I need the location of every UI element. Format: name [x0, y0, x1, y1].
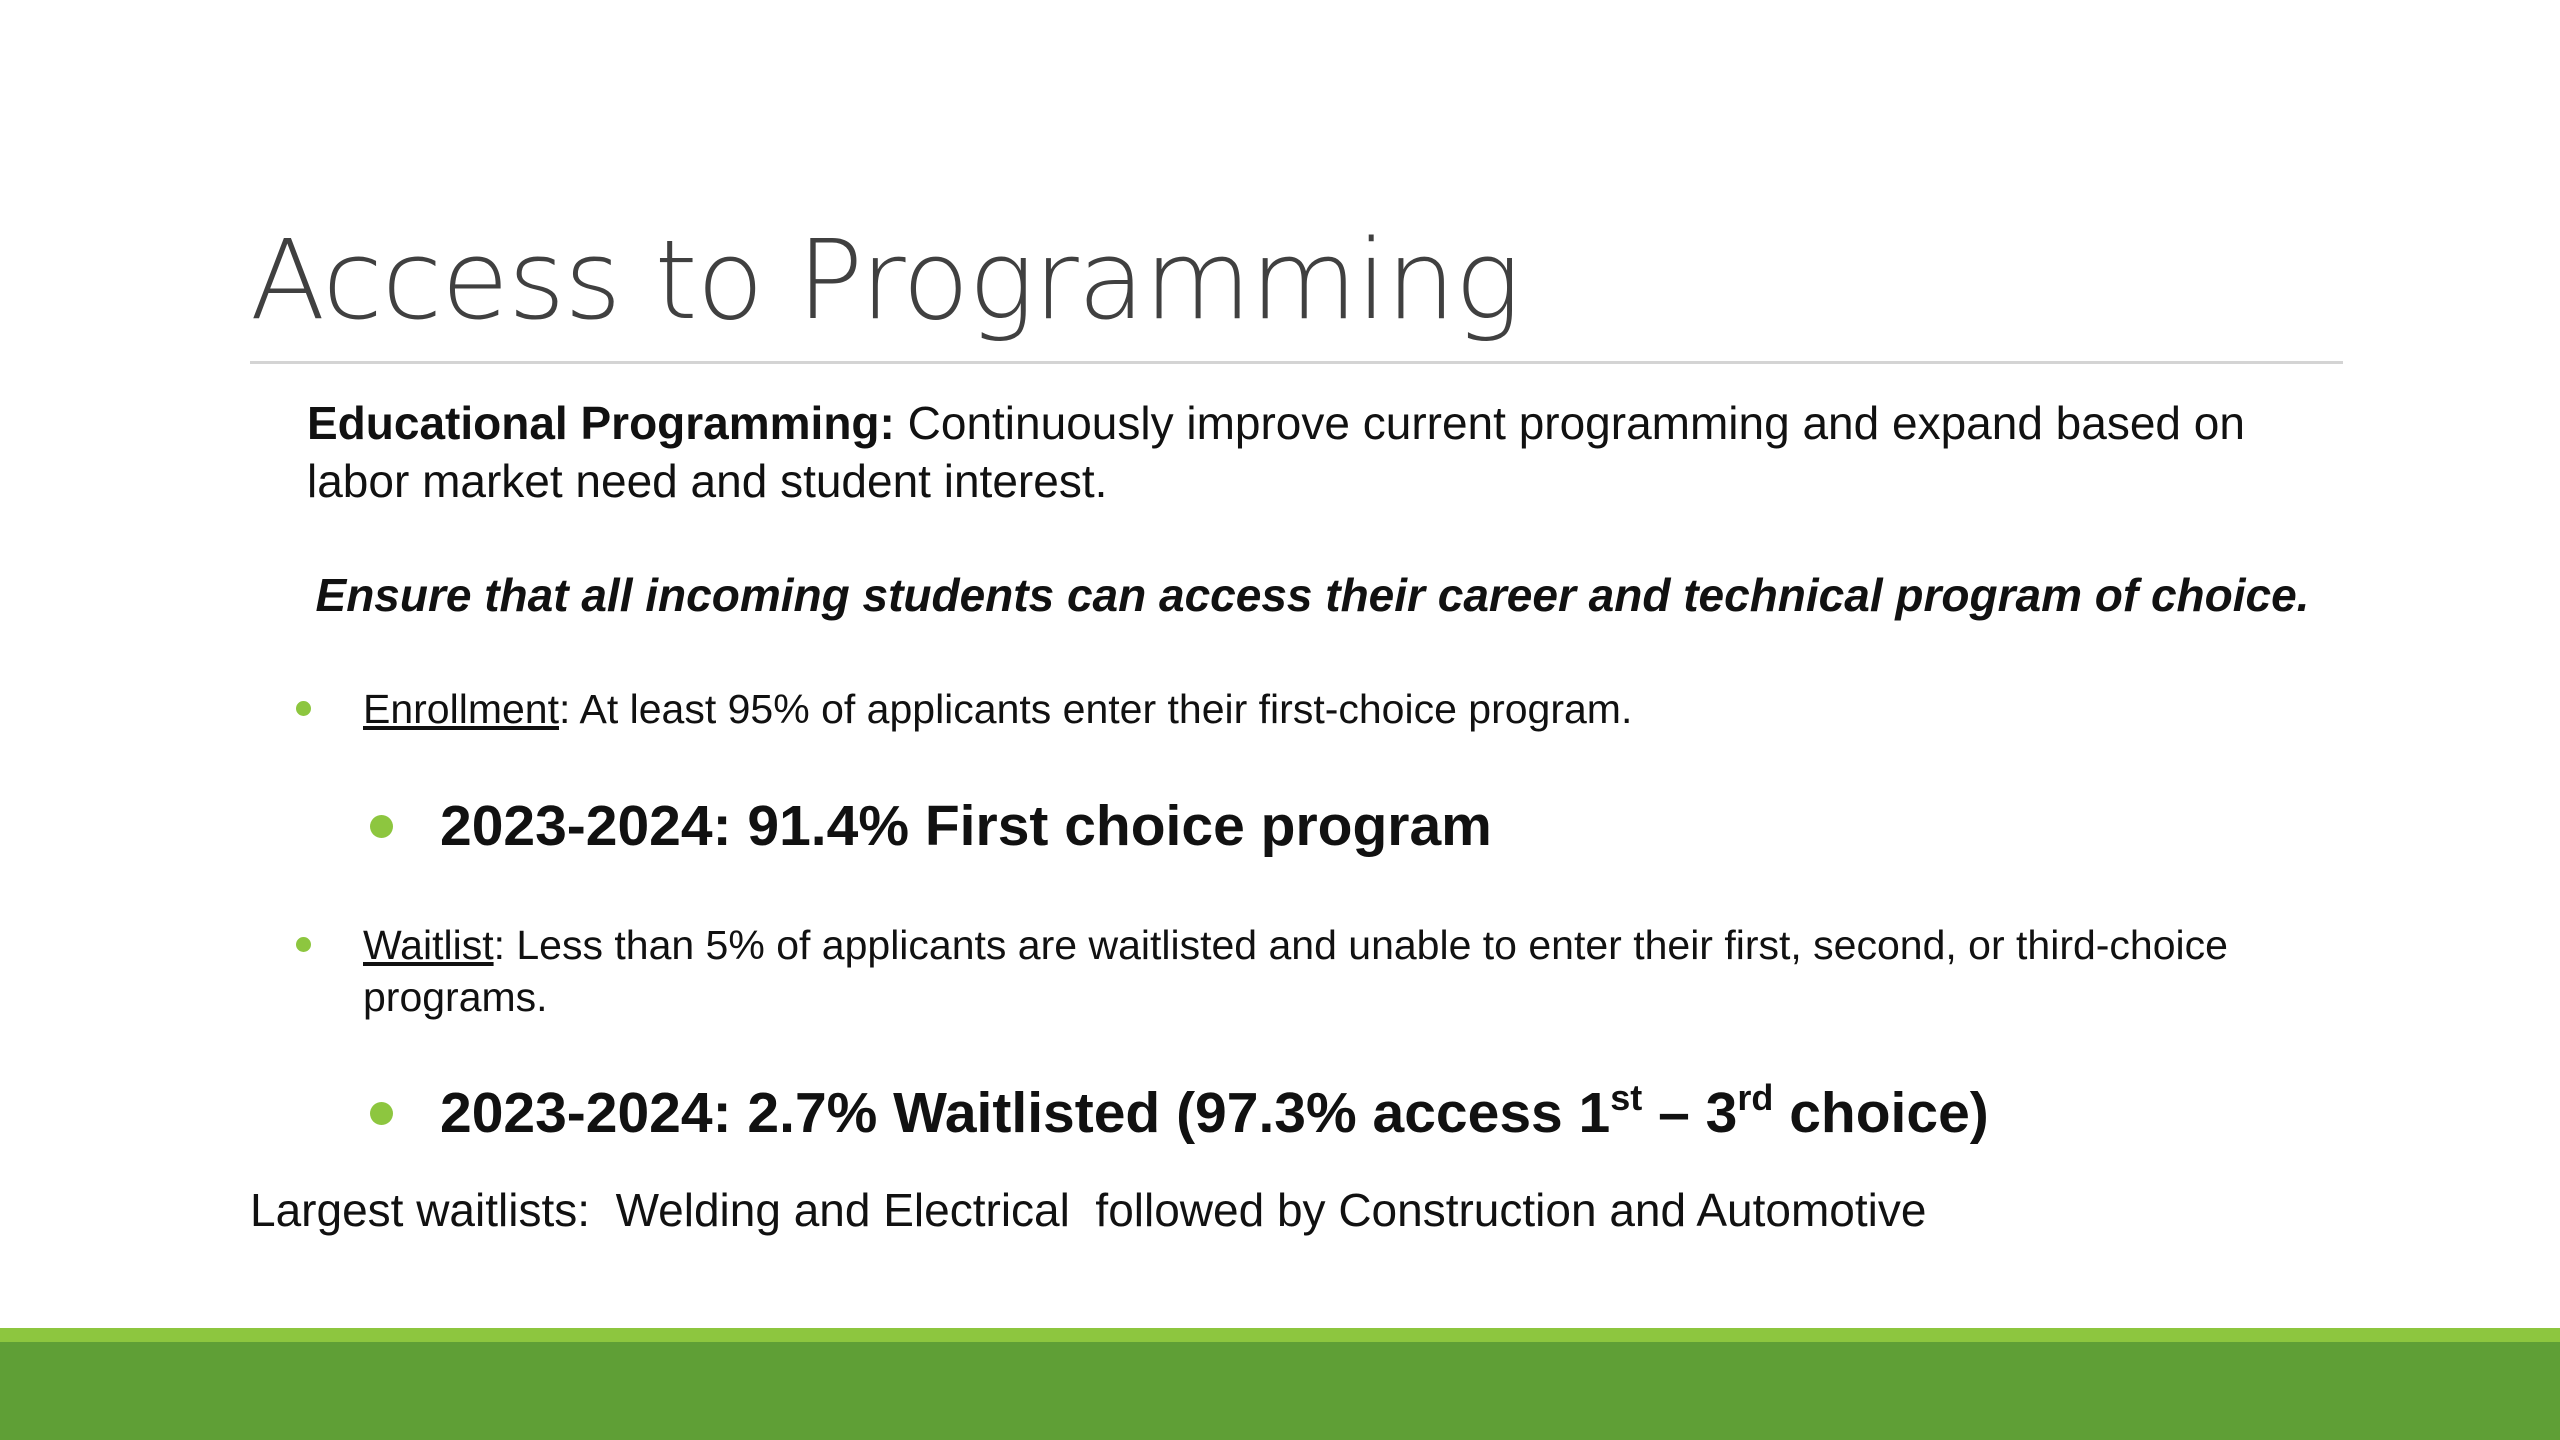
waitlist-result-suffix: choice) [1773, 1081, 1989, 1145]
bullet-dot-icon [370, 815, 393, 838]
waitlist-result-middle: – 3 [1642, 1081, 1738, 1145]
bullet-dot-icon [296, 937, 311, 952]
enrollment-bullet [363, 683, 2283, 735]
bullet-dot-icon [370, 1102, 393, 1125]
waitlist-result-bullet [440, 1078, 2240, 1148]
enrollment-result-bullet [440, 791, 2240, 861]
footer-accent-band [0, 1328, 2560, 1342]
waitlist-label: Waitlist [363, 922, 494, 968]
waitlist-result-prefix: 2023-2024: 2.7% Waitlisted (97.3% access 1 [440, 1081, 1611, 1145]
waitlist-text: : Less than 5% of applicants are waitlisted and unable to enter their first, second, or third-choice programs. [363, 922, 2228, 1020]
waitlist-bullet [363, 919, 2283, 1023]
bullet-dot-icon [296, 701, 311, 716]
title-divider [250, 361, 2343, 364]
waitlist-result-sup-st: st [1610, 1077, 1643, 1118]
goal-statement: Ensure that all incoming students can access their career and technical program of choice. [315, 569, 2310, 621]
largest-waitlists-note: Largest waitlists: Welding and Electrical followed by Construction and Automotive [250, 1184, 1927, 1236]
educational-programming-label: Educational Programming: [307, 397, 895, 449]
educational-programming-text: Continuously improve current programming and expand based on labor market need and student interest. [307, 397, 2245, 507]
waitlist-result-sup-rd: rd [1737, 1077, 1774, 1118]
footer-band [0, 1342, 2560, 1440]
slide-title: Access to Programming [250, 216, 1520, 344]
enrollment-label: Enrollment [363, 686, 559, 732]
enrollment-result: 2023-2024: 91.4% First choice program [440, 794, 1492, 858]
educational-programming-paragraph [307, 394, 2347, 510]
enrollment-text: : At least 95% of applicants enter their first-choice program. [558, 686, 1633, 732]
